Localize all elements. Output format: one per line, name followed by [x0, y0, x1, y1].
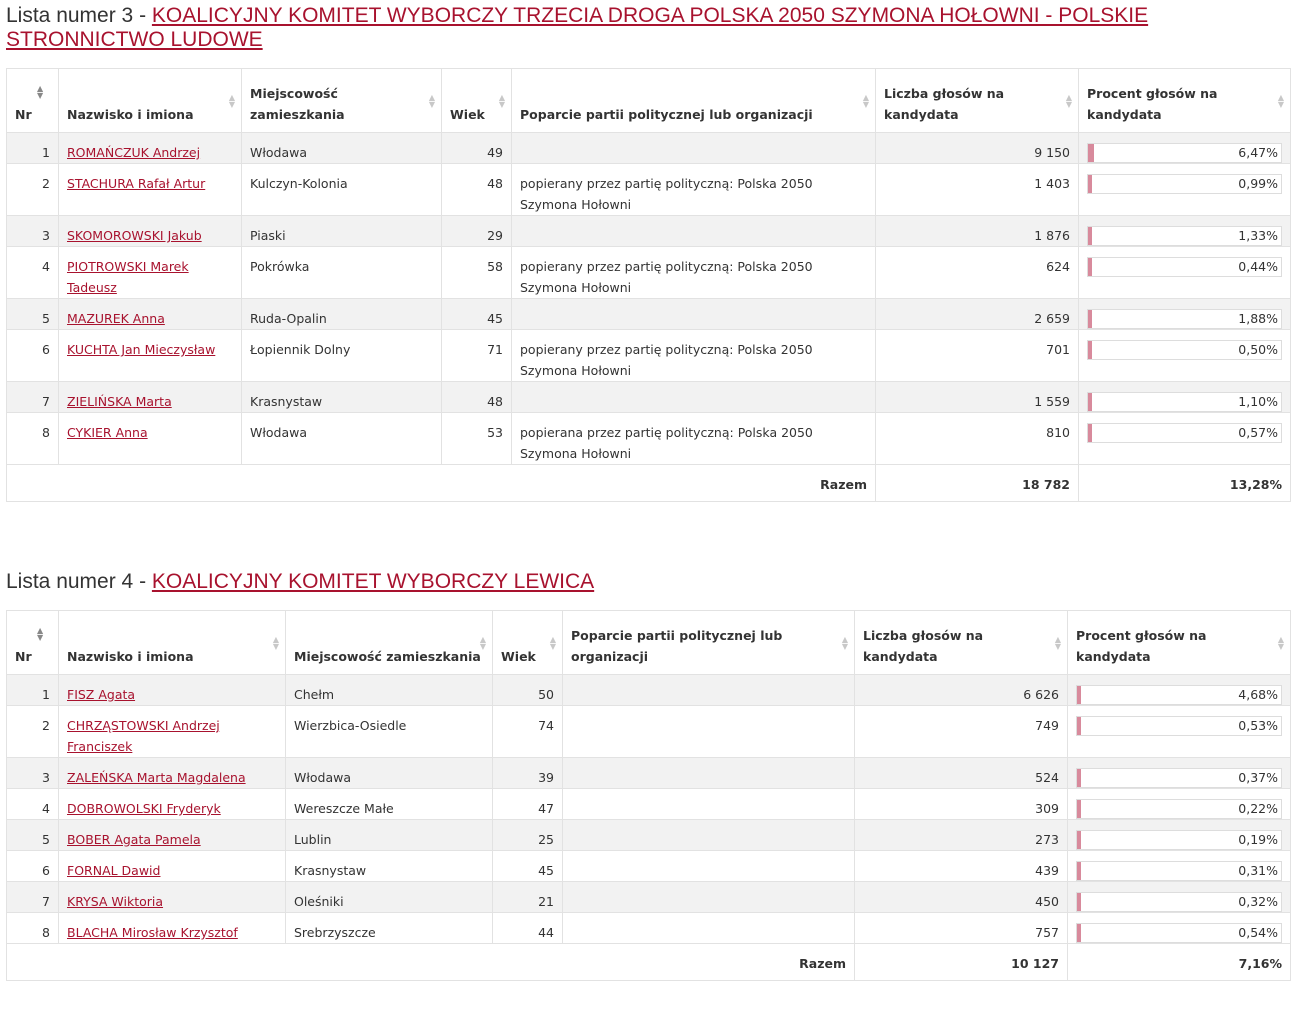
cell-votes: 6 626: [855, 675, 1068, 706]
cell-place: Kulczyn-Kolonia: [242, 164, 442, 216]
percent-value: 0,50%: [1238, 342, 1278, 357]
table-row: [7, 247, 1291, 299]
total-label: Razem: [7, 944, 855, 981]
percent-bar-fill: [1077, 924, 1081, 942]
percent-bar: [1076, 861, 1282, 881]
cell-age: 29: [442, 216, 512, 247]
percent-bar-fill: [1088, 175, 1092, 193]
cell-name: [59, 758, 286, 789]
percent-value: 0,22%: [1238, 801, 1278, 816]
cell-age: 53: [442, 413, 512, 465]
committee-link[interactable]: KOALICYJNY KOMITET WYBORCZY TRZECIA DROGA POLSKA 2050 SZYMONA HOŁOWNI - POLSKIE STRONNICTWO LUDOWE: [6, 4, 1149, 51]
cell-votes: 701: [876, 330, 1079, 382]
percent-value: 0,57%: [1238, 425, 1278, 440]
table-row: [7, 851, 1291, 882]
cell-support: popierana przez partię polityczną: Polska 2050 Szymona Hołowni: [512, 413, 876, 465]
column-header-percent[interactable]: Procent głosów na kandydata ▲ ▼: [1079, 69, 1291, 133]
cell-age: 58: [442, 247, 512, 299]
column-header-votes[interactable]: Liczba głosów na kandydata ▲ ▼: [855, 611, 1068, 675]
list-section-3: [6, 4, 1290, 502]
cell-name: [59, 330, 242, 382]
table-row: [7, 758, 1291, 789]
percent-bar-fill: [1077, 831, 1081, 849]
column-header-nr[interactable]: Nr ▲ ▼: [7, 69, 59, 133]
table-row: [7, 882, 1291, 913]
percent-bar-fill: [1088, 424, 1092, 442]
candidate-link[interactable]: BOBER Agata Pamela: [67, 832, 201, 847]
cell-name: [59, 675, 286, 706]
cell-percent: [1079, 330, 1291, 382]
percent-bar: [1087, 257, 1282, 277]
candidate-link[interactable]: PIOTROWSKI Marek Tadeusz: [67, 259, 189, 295]
table-row: [7, 216, 1291, 247]
cell-name: [59, 247, 242, 299]
cell-nr: 1: [7, 675, 59, 706]
cell-support: [512, 299, 876, 330]
percent-value: 1,10%: [1238, 394, 1278, 409]
cell-nr: 1: [7, 133, 59, 164]
percent-bar-fill: [1077, 686, 1081, 704]
cell-name: [59, 789, 286, 820]
cell-support: [512, 216, 876, 247]
percent-value: 0,44%: [1238, 259, 1278, 274]
sort-icon: ▲ ▼: [37, 626, 44, 642]
sort-icon: ▲ ▼: [228, 92, 235, 109]
table-row: [7, 706, 1291, 758]
sort-icon: ▲ ▼: [272, 634, 279, 651]
cell-age: 21: [493, 882, 563, 913]
cell-nr: 8: [7, 413, 59, 465]
column-header-votes[interactable]: Liczba głosów na kandydata ▲ ▼: [876, 69, 1079, 133]
candidate-link[interactable]: DOBROWOLSKI Fryderyk: [67, 801, 221, 816]
percent-value: 0,99%: [1238, 176, 1278, 191]
list-section-4: [6, 570, 1290, 981]
column-header-name[interactable]: Nazwisko i imiona ▲ ▼: [59, 69, 242, 133]
percent-bar-fill: [1088, 393, 1092, 411]
percent-bar: [1076, 923, 1282, 943]
cell-nr: 7: [7, 382, 59, 413]
cell-place: Pokrówka: [242, 247, 442, 299]
cell-support: [563, 706, 855, 758]
cell-place: Włodawa: [242, 133, 442, 164]
cell-name: [59, 299, 242, 330]
percent-value: 0,54%: [1238, 925, 1278, 940]
sort-icon: ▲ ▼: [549, 634, 556, 651]
cell-nr: 6: [7, 851, 59, 882]
cell-votes: 1 559: [876, 382, 1079, 413]
sort-icon: ▲ ▼: [498, 92, 505, 109]
percent-bar: [1087, 226, 1282, 246]
column-header-percent[interactable]: Procent głosów na kandydata ▲ ▼: [1068, 611, 1291, 675]
cell-percent: [1079, 164, 1291, 216]
cell-place: Ruda-Opalin: [242, 299, 442, 330]
candidate-link[interactable]: ROMAŃCZUK Andrzej: [67, 145, 201, 160]
cell-percent: [1068, 913, 1291, 944]
cell-percent: [1079, 382, 1291, 413]
cell-support: [563, 913, 855, 944]
percent-bar: [1087, 174, 1282, 194]
cell-votes: 450: [855, 882, 1068, 913]
table-row: [7, 164, 1291, 216]
sort-icon: ▲ ▼: [479, 634, 486, 651]
candidate-link[interactable]: FORNAL Dawid: [67, 863, 161, 878]
column-header-place[interactable]: Miejscowość zamieszkania ▲ ▼: [242, 69, 442, 133]
cell-nr: 2: [7, 164, 59, 216]
cell-age: 71: [442, 330, 512, 382]
percent-value: 6,47%: [1238, 145, 1278, 160]
candidate-link[interactable]: ZALEŃSKA Marta Magdalena: [67, 770, 246, 785]
sort-icon: ▲ ▼: [1277, 92, 1284, 109]
cell-votes: 810: [876, 413, 1079, 465]
total-votes: 18 782: [876, 465, 1079, 502]
cell-support: popierany przez partię polityczną: Polska 2050 Szymona Hołowni: [512, 330, 876, 382]
percent-value: 1,88%: [1238, 311, 1278, 326]
cell-place: Krasnystaw: [286, 851, 493, 882]
table-row: [7, 330, 1291, 382]
candidate-link[interactable]: KUCHTA Jan Mieczysław: [67, 342, 216, 357]
total-percent: 13,28%: [1079, 465, 1291, 502]
cell-name: [59, 851, 286, 882]
percent-bar-fill: [1077, 769, 1081, 787]
cell-age: 45: [493, 851, 563, 882]
cell-votes: 9 150: [876, 133, 1079, 164]
cell-name: [59, 413, 242, 465]
percent-value: 4,68%: [1238, 687, 1278, 702]
cell-place: Oleśniki: [286, 882, 493, 913]
cell-percent: [1068, 758, 1291, 789]
cell-percent: [1079, 133, 1291, 164]
sort-icon: ▲ ▼: [1277, 634, 1284, 651]
cell-support: [563, 882, 855, 913]
candidate-link[interactable]: ZIELIŃSKA Marta: [67, 394, 172, 409]
table-row: [7, 820, 1291, 851]
cell-support: [563, 675, 855, 706]
percent-value: 0,19%: [1238, 832, 1278, 847]
cell-votes: 624: [876, 247, 1079, 299]
cell-votes: 273: [855, 820, 1068, 851]
cell-nr: 6: [7, 330, 59, 382]
percent-value: 0,31%: [1238, 863, 1278, 878]
percent-bar: [1076, 830, 1282, 850]
cell-age: 39: [493, 758, 563, 789]
percent-bar: [1087, 423, 1282, 443]
table-row: [7, 382, 1291, 413]
total-row: [7, 944, 1291, 981]
cell-age: 50: [493, 675, 563, 706]
sort-icon: ▲ ▼: [841, 634, 848, 651]
percent-bar: [1076, 799, 1282, 819]
cell-place: Włodawa: [286, 758, 493, 789]
percent-bar-fill: [1077, 800, 1081, 818]
percent-value: 0,53%: [1238, 718, 1278, 733]
cell-name: [59, 133, 242, 164]
cell-name: [59, 706, 286, 758]
cell-place: Wierzbica-Osiedle: [286, 706, 493, 758]
cell-age: 47: [493, 789, 563, 820]
committee-link[interactable]: KOALICYJNY KOMITET WYBORCZY LEWICA: [151, 570, 595, 593]
cell-percent: [1068, 675, 1291, 706]
total-row: [7, 465, 1291, 502]
cell-name: [59, 216, 242, 247]
cell-place: Chełm: [286, 675, 493, 706]
table-row: [7, 789, 1291, 820]
percent-bar-fill: [1077, 862, 1081, 880]
candidates-table: [6, 610, 1291, 981]
cell-name: [59, 913, 286, 944]
sort-icon: ▲ ▼: [37, 84, 44, 100]
sort-icon: ▲ ▼: [428, 92, 435, 109]
list-title: [6, 4, 1290, 52]
percent-bar-fill: [1088, 310, 1092, 328]
cell-percent: [1068, 820, 1291, 851]
cell-nr: 2: [7, 706, 59, 758]
cell-support: [512, 382, 876, 413]
column-header-support[interactable]: Poparcie partii politycznej lub organizacji ▲ ▼: [512, 69, 876, 133]
cell-place: Srebrzyszcze: [286, 913, 493, 944]
list-title-prefix: Lista numer 4 -: [6, 570, 152, 593]
cell-support: [563, 820, 855, 851]
cell-place: Piaski: [242, 216, 442, 247]
list-title: [6, 570, 1290, 594]
candidate-link[interactable]: SKOMOROWSKI Jakub: [67, 228, 202, 243]
sort-icon: ▲ ▼: [862, 92, 869, 109]
percent-value: 0,32%: [1238, 894, 1278, 909]
cell-percent: [1068, 851, 1291, 882]
cell-support: popierany przez partię polityczną: Polska 2050 Szymona Hołowni: [512, 164, 876, 216]
cell-votes: 749: [855, 706, 1068, 758]
cell-nr: 3: [7, 216, 59, 247]
percent-bar: [1087, 340, 1282, 360]
percent-bar: [1087, 392, 1282, 412]
cell-age: 48: [442, 164, 512, 216]
column-header-nr[interactable]: Nr ▲ ▼: [7, 611, 59, 675]
column-header-age[interactable]: Wiek ▲ ▼: [442, 69, 512, 133]
total-label: Razem: [7, 465, 876, 502]
cell-age: 44: [493, 913, 563, 944]
list-title-prefix: Lista numer 3 -: [6, 4, 152, 27]
cell-votes: 439: [855, 851, 1068, 882]
cell-age: 74: [493, 706, 563, 758]
cell-percent: [1079, 413, 1291, 465]
cell-percent: [1068, 789, 1291, 820]
table-row: [7, 413, 1291, 465]
cell-nr: 4: [7, 789, 59, 820]
percent-bar-fill: [1088, 341, 1092, 359]
cell-nr: 5: [7, 299, 59, 330]
table-row: [7, 913, 1291, 944]
candidate-link[interactable]: FISZ Agata: [67, 687, 136, 702]
cell-name: [59, 882, 286, 913]
percent-bar-fill: [1077, 893, 1081, 911]
cell-support: popierany przez partię polityczną: Polska 2050 Szymona Hołowni: [512, 247, 876, 299]
cell-nr: 7: [7, 882, 59, 913]
cell-percent: [1068, 706, 1291, 758]
sort-icon: ▲ ▼: [1054, 634, 1061, 651]
candidate-link[interactable]: CYKIER Anna: [67, 425, 148, 440]
candidate-link[interactable]: BLACHA Mirosław Krzysztof: [67, 925, 238, 940]
cell-nr: 3: [7, 758, 59, 789]
cell-support: [563, 758, 855, 789]
cell-support: [563, 851, 855, 882]
cell-place: Wereszcze Małe: [286, 789, 493, 820]
cell-place: Łopiennik Dolny: [242, 330, 442, 382]
percent-bar-fill: [1077, 717, 1081, 735]
cell-age: 48: [442, 382, 512, 413]
cell-nr: 4: [7, 247, 59, 299]
percent-bar: [1076, 768, 1282, 788]
percent-bar-fill: [1088, 258, 1092, 276]
cell-votes: 1 876: [876, 216, 1079, 247]
candidate-link[interactable]: CHRZĄSTOWSKI Andrzej Franciszek: [67, 718, 220, 754]
cell-percent: [1079, 216, 1291, 247]
candidate-link[interactable]: MAZUREK Anna: [67, 311, 165, 326]
cell-age: 45: [442, 299, 512, 330]
cell-name: [59, 820, 286, 851]
cell-name: [59, 382, 242, 413]
percent-bar: [1076, 716, 1282, 736]
percent-bar: [1076, 892, 1282, 912]
cell-votes: 1 403: [876, 164, 1079, 216]
cell-age: 25: [493, 820, 563, 851]
percent-bar: [1076, 685, 1282, 705]
percent-bar-fill: [1088, 144, 1094, 162]
table-row: [7, 133, 1291, 164]
cell-age: 49: [442, 133, 512, 164]
column-header-age[interactable]: Wiek ▲ ▼: [493, 611, 563, 675]
candidates-table: [6, 68, 1291, 502]
cell-place: Włodawa: [242, 413, 442, 465]
cell-place: Lublin: [286, 820, 493, 851]
cell-percent: [1068, 882, 1291, 913]
table-row: [7, 299, 1291, 330]
column-header-support[interactable]: Poparcie partii politycznej lub organizacji ▲ ▼: [563, 611, 855, 675]
table-row: [7, 675, 1291, 706]
cell-percent: [1079, 299, 1291, 330]
candidate-link[interactable]: STACHURA Rafał Artur: [67, 176, 206, 191]
cell-support: [512, 133, 876, 164]
percent-value: 0,37%: [1238, 770, 1278, 785]
cell-votes: 757: [855, 913, 1068, 944]
cell-nr: 8: [7, 913, 59, 944]
cell-nr: 5: [7, 820, 59, 851]
percent-bar-fill: [1088, 227, 1092, 245]
cell-place: Krasnystaw: [242, 382, 442, 413]
cell-percent: [1079, 247, 1291, 299]
cell-name: [59, 164, 242, 216]
percent-value: 1,33%: [1238, 228, 1278, 243]
percent-bar: [1087, 143, 1282, 163]
cell-votes: 2 659: [876, 299, 1079, 330]
candidate-link[interactable]: KRYSA Wiktoria: [67, 894, 164, 909]
cell-support: [563, 789, 855, 820]
cell-votes: 524: [855, 758, 1068, 789]
column-header-name[interactable]: Nazwisko i imiona ▲ ▼: [59, 611, 286, 675]
column-header-place[interactable]: Miejscowość zamieszkania ▲ ▼: [286, 611, 493, 675]
percent-bar: [1087, 309, 1282, 329]
total-percent: 7,16%: [1068, 944, 1291, 981]
cell-votes: 309: [855, 789, 1068, 820]
total-votes: 10 127: [855, 944, 1068, 981]
sort-icon: ▲ ▼: [1065, 92, 1072, 109]
